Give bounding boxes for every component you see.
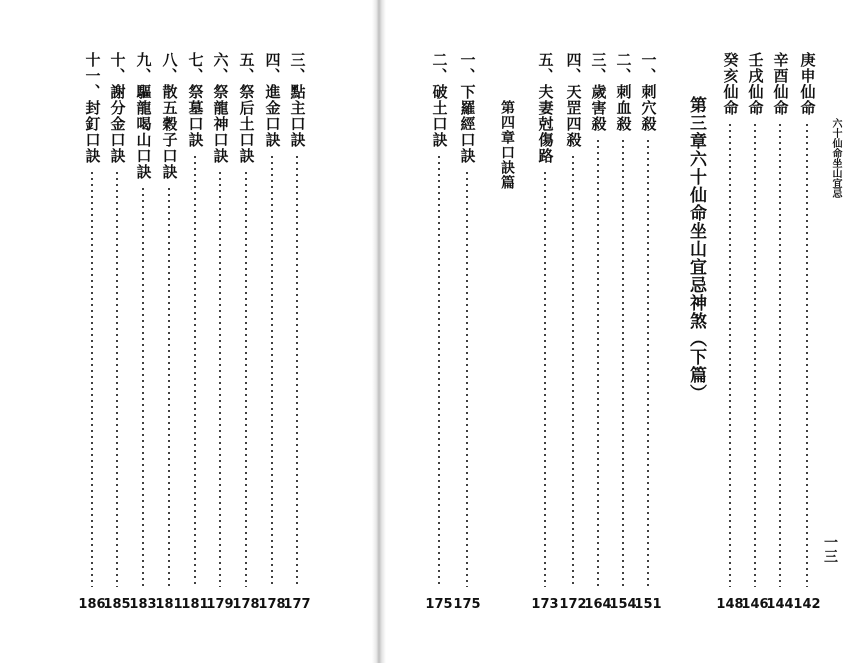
toc-leader-dots — [116, 170, 118, 587]
toc-entry-page: 172 — [559, 597, 587, 612]
toc-entry-page: 175 — [425, 597, 453, 612]
toc-entry — [206, 52, 234, 612]
toc-leader-dots — [622, 138, 624, 587]
running-head: 六十仙命坐山宜忌 — [830, 118, 841, 198]
toc-entry-title: 癸亥仙命 — [721, 52, 740, 116]
toc-entry — [793, 52, 821, 612]
toc-entry — [716, 52, 744, 612]
toc-entry-title: 四、進金口訣 — [263, 52, 282, 148]
toc-entry-title: 辛酉仙命 — [771, 52, 790, 116]
toc-leader-dots — [142, 186, 144, 587]
toc-entry — [103, 52, 131, 612]
toc-entry — [766, 52, 794, 612]
toc-leader-dots — [466, 170, 468, 587]
toc-entry — [232, 52, 260, 612]
toc-leader-dots — [544, 170, 546, 587]
toc-entry — [129, 52, 157, 612]
toc-leader-dots — [754, 122, 756, 587]
toc-entry — [741, 52, 769, 612]
toc-entry-page: 151 — [634, 597, 662, 612]
toc-entry — [531, 52, 559, 612]
toc-entry-title: 七、祭墓口訣 — [186, 52, 205, 148]
toc-entry-title: 一、刺穴殺 — [639, 52, 658, 132]
chapter-4-title: 第四章口訣篇 — [499, 100, 515, 190]
toc-leader-dots — [296, 154, 298, 587]
toc-entry-title: 四、天罡四殺 — [564, 52, 583, 148]
toc-entry-page: 148 — [716, 597, 744, 612]
toc-entry-page: 154 — [609, 597, 637, 612]
toc-entry-title: 庚申仙命 — [798, 52, 817, 116]
toc-entry-page: 178 — [232, 597, 260, 612]
toc-entry — [78, 52, 106, 612]
toc-leader-dots — [647, 138, 649, 587]
toc-leader-dots — [271, 154, 273, 587]
toc-entry-page: 179 — [206, 597, 234, 612]
toc-entry-page: 146 — [741, 597, 769, 612]
toc-leader-dots — [245, 170, 247, 587]
toc-entry-title: 二、破土口訣 — [430, 52, 449, 148]
toc-leader-dots — [729, 122, 731, 587]
toc-entry — [634, 52, 662, 612]
toc-entry-title: 二、刺血殺 — [614, 52, 633, 132]
toc-entry-page: 173 — [531, 597, 559, 612]
toc-leader-dots — [194, 154, 196, 587]
toc-entry-page: 164 — [584, 597, 612, 612]
toc-leader-dots — [806, 122, 808, 587]
toc-entry-page: 175 — [453, 597, 481, 612]
toc-entry-title: 九、驅龍喝山口訣 — [134, 52, 153, 180]
chapter-3-title: 第三章六十仙命坐山宜忌神煞（下篇） — [686, 96, 706, 402]
toc-entry-title: 十、謝分金口訣 — [108, 52, 127, 164]
toc-entry-title: 三、歲害殺 — [589, 52, 608, 132]
toc-entry-page: 142 — [793, 597, 821, 612]
toc-entry — [283, 52, 311, 612]
toc-entry-title: 八、散五穀子口訣 — [160, 52, 179, 180]
toc-entry-title: 壬戌仙命 — [746, 52, 765, 116]
toc-entry — [453, 52, 481, 612]
toc-entry — [584, 52, 612, 612]
toc-entry — [155, 52, 183, 612]
toc-entry-page: 181 — [155, 597, 183, 612]
toc-entry-page: 144 — [766, 597, 794, 612]
toc-entry — [609, 52, 637, 612]
toc-entry — [181, 52, 209, 612]
toc-entry-page: 183 — [129, 597, 157, 612]
toc-leader-dots — [168, 186, 170, 587]
page-folio: 一三 — [822, 535, 838, 563]
toc-entry-page: 177 — [283, 597, 311, 612]
toc-entry — [258, 52, 286, 612]
toc-leader-dots — [91, 170, 93, 587]
toc-leader-dots — [219, 170, 221, 587]
toc-entry-title: 六、祭龍神口訣 — [211, 52, 230, 164]
toc-entry-page: 181 — [181, 597, 209, 612]
toc-leader-dots — [779, 122, 781, 587]
toc-leader-dots — [572, 154, 574, 587]
toc-leader-dots — [438, 154, 440, 587]
book-spine — [372, 0, 386, 663]
toc-entry-title: 一、下羅經口訣 — [458, 52, 477, 164]
toc-entry — [425, 52, 453, 612]
toc-entry-page: 186 — [78, 597, 106, 612]
toc-entry-title: 五、夫妻尅傷路 — [536, 52, 555, 164]
toc-entry-page: 178 — [258, 597, 286, 612]
toc-entry-title: 三、點主口訣 — [288, 52, 307, 148]
toc-entry-page: 185 — [103, 597, 131, 612]
toc-entry-title: 十一、封釘口訣 — [83, 52, 102, 164]
toc-leader-dots — [597, 138, 599, 587]
toc-entry — [559, 52, 587, 612]
toc-entry-title: 五、祭后土口訣 — [237, 52, 256, 164]
